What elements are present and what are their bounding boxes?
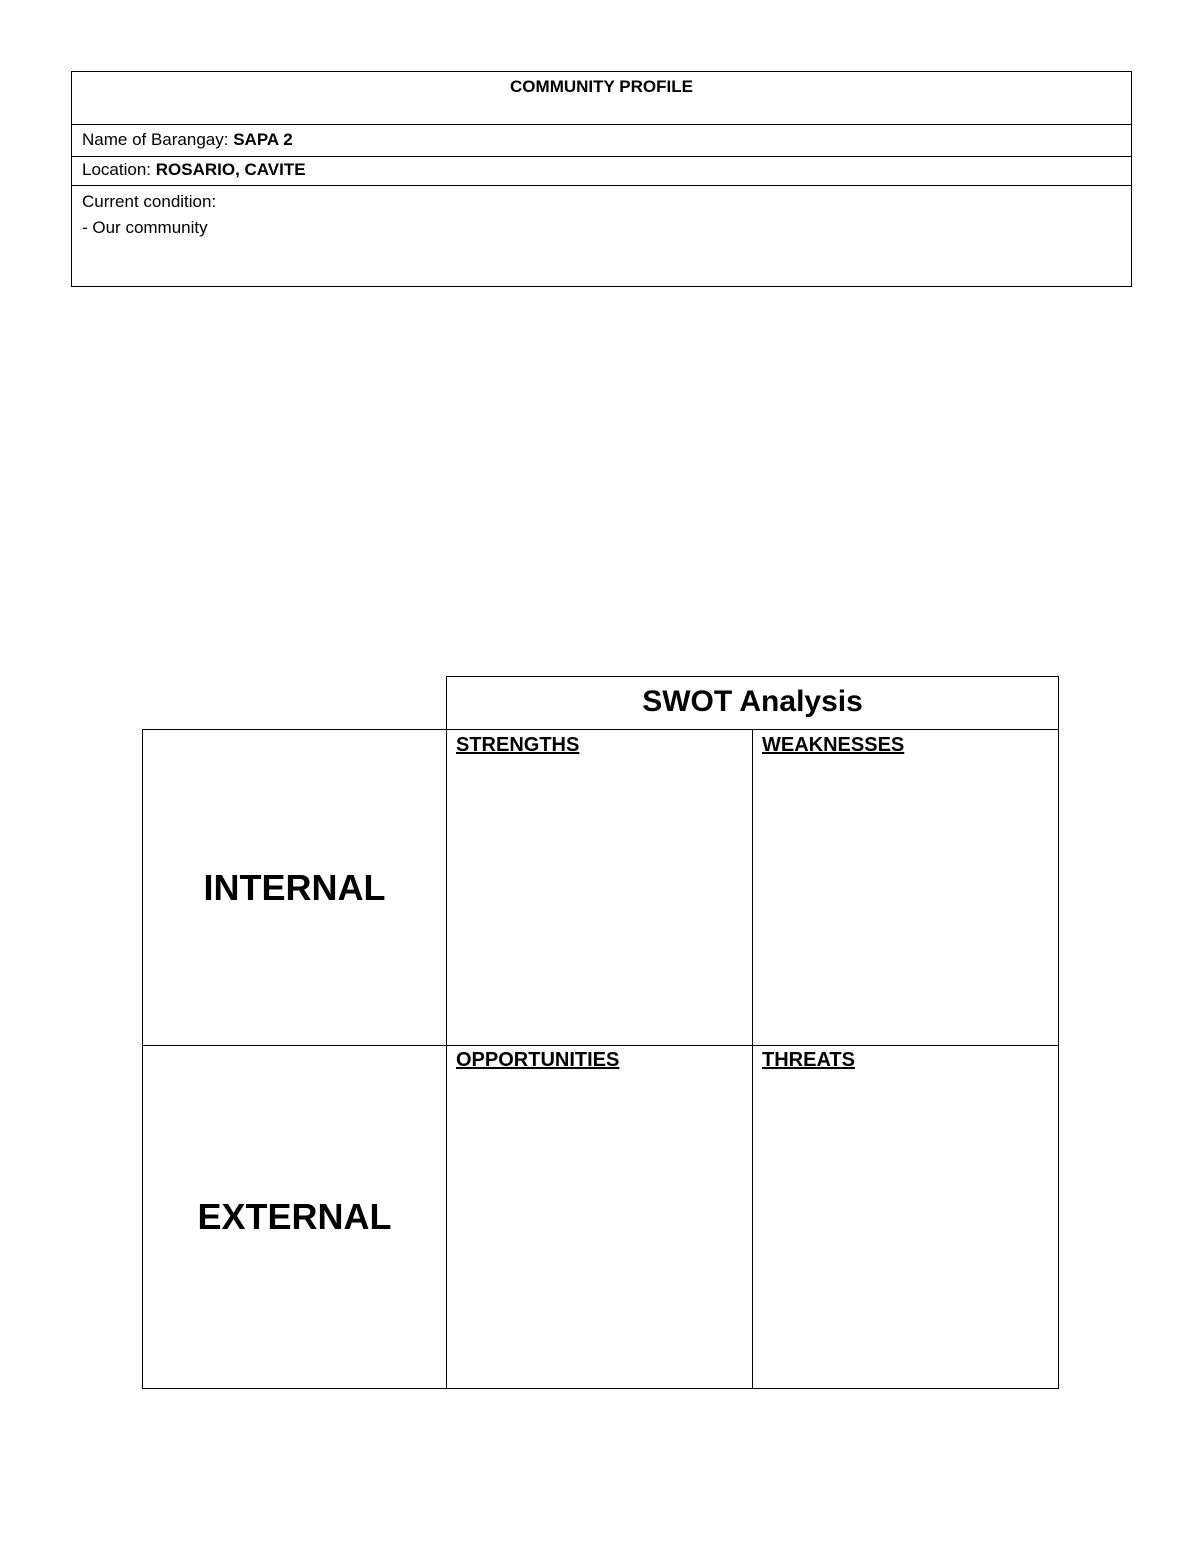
community-profile-title-text: COMMUNITY PROFILE xyxy=(510,77,693,96)
current-condition-item: - Our community xyxy=(82,218,208,237)
community-profile-title xyxy=(72,72,1131,125)
swot-analysis-table xyxy=(142,676,1059,1389)
barangay-row xyxy=(72,125,1131,157)
opportunities-heading: OPPORTUNITIES xyxy=(456,1049,620,1071)
swot-title: SWOT Analysis xyxy=(446,676,1059,730)
internal-label-text: INTERNAL xyxy=(203,866,386,908)
strengths-cell xyxy=(446,729,753,1046)
internal-row-label xyxy=(142,729,447,1046)
current-condition-label: Current condition: xyxy=(82,192,217,211)
external-label-text: EXTERNAL xyxy=(197,1195,392,1237)
weaknesses-cell xyxy=(752,729,1059,1046)
external-row-label xyxy=(142,1045,447,1389)
location-row xyxy=(72,157,1131,186)
weaknesses-heading: WEAKNESSES xyxy=(762,734,905,756)
location-value: ROSARIO, CAVITE xyxy=(155,160,306,179)
strengths-heading: STRENGTHS xyxy=(456,734,580,756)
location-label: Location: xyxy=(82,160,151,179)
opportunities-cell xyxy=(446,1045,753,1389)
community-profile-table xyxy=(71,71,1132,287)
threats-cell xyxy=(752,1045,1059,1389)
current-condition-row xyxy=(72,186,1131,286)
barangay-value: SAPA 2 xyxy=(233,130,293,149)
threats-heading: THREATS xyxy=(762,1049,855,1071)
barangay-label: Name of Barangay: xyxy=(82,130,229,149)
